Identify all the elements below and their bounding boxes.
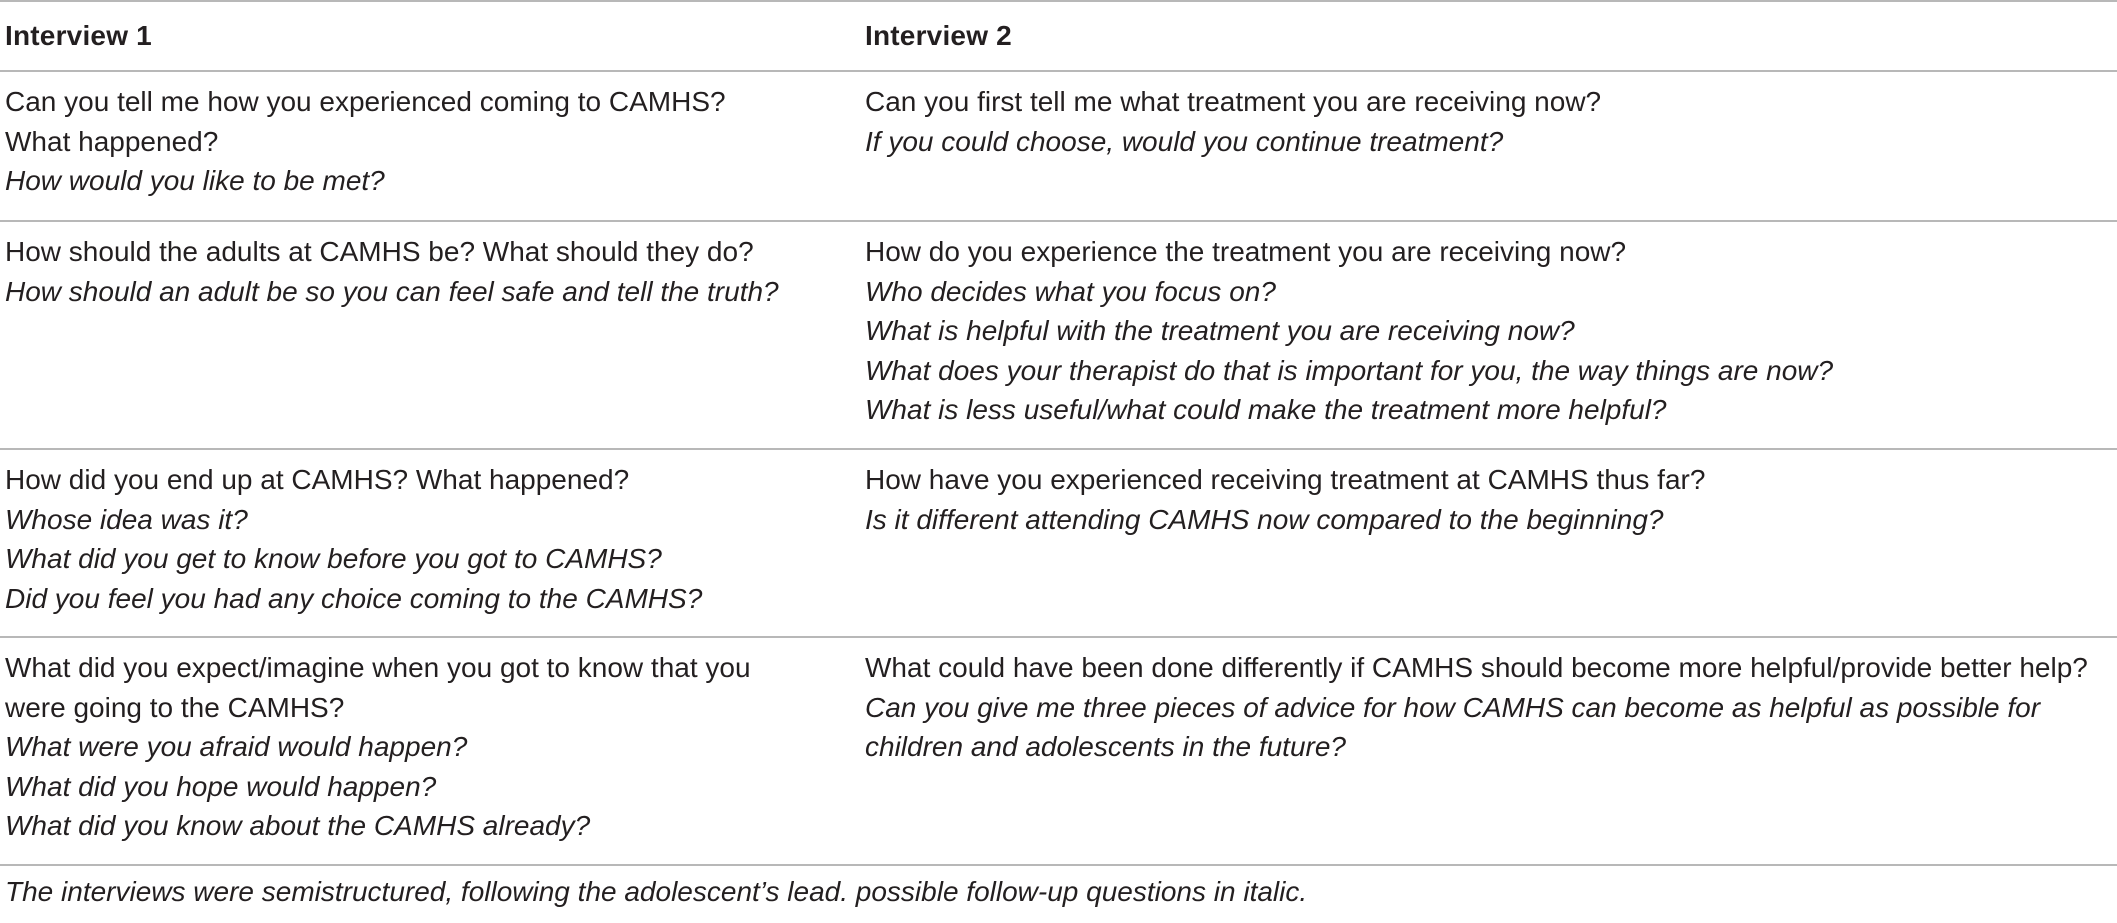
header-row <box>0 1 2117 71</box>
follow-up-line: Is it different attending CAMHS now compared to the beginning? <box>865 503 1664 535</box>
question-line: How have you experienced receiving treatment at CAMHS thus far? <box>865 464 1706 495</box>
question-line: Can you first tell me what treatment you are receiving now? <box>865 86 1602 117</box>
follow-up-line: What is less useful/what could make the treatment more helpful? <box>865 394 1667 425</box>
follow-up-line: If you could choose, would you continue treatment? <box>865 125 1504 157</box>
follow-up-line: What were you afraid would happen? <box>5 731 468 762</box>
follow-up-line: What does your therapist do that is important for you, the way things are now? <box>865 354 1834 386</box>
follow-up-line: Who decides what you focus on? <box>865 275 1276 307</box>
table-header <box>0 1 2117 71</box>
question-line: were going to the CAMHS? <box>5 691 345 723</box>
follow-up-line: How would you like to be met? <box>5 165 385 196</box>
table-row <box>0 449 2117 637</box>
question-line: What could have been done differently if CAMHS should become more helpful/provide better help? <box>865 652 2088 683</box>
follow-up-line: What did you get to know before you got to CAMHS? <box>5 543 662 574</box>
table-row <box>0 637 2117 865</box>
header-interview-1: Interview 1 <box>5 20 152 51</box>
interview-1-cell <box>0 637 860 865</box>
question-line: How do you experience the treatment you are receiving now? <box>865 236 1627 267</box>
question-line: How did you end up at CAMHS? What happened? <box>5 464 630 495</box>
table-footnote: The interviews were semistructured, following the adolescent’s lead. possible follow-up questions in italic. <box>5 876 1308 907</box>
table-body <box>0 71 2117 865</box>
follow-up-line: Did you feel you had any choice coming to the CAMHS? <box>5 582 703 614</box>
interview-2-cell <box>860 637 2117 865</box>
interview-2-cell <box>860 221 2117 449</box>
header-interview-2: Interview 2 <box>865 20 1012 51</box>
question-line: How should the adults at CAMHS be? What should they do? <box>5 236 754 267</box>
table-row <box>0 221 2117 449</box>
question-line: What did you expect/imagine when you got to know that you <box>5 652 751 683</box>
follow-up-line: What did you hope would happen? <box>5 770 437 802</box>
interview-1-cell <box>0 221 860 449</box>
follow-up-line: What did you know about the CAMHS already? <box>5 810 591 841</box>
interview-2-cell <box>860 71 2117 221</box>
follow-up-line: children and adolescents in the future? <box>865 731 1346 762</box>
follow-up-line: What is helpful with the treatment you are receiving now? <box>865 315 1575 346</box>
table-row <box>0 71 2117 221</box>
follow-up-line: Can you give me three pieces of advice for how CAMHS can become as helpful as possible for <box>865 691 2041 723</box>
interview-2-cell <box>860 449 2117 637</box>
interview-1-cell <box>0 71 860 221</box>
question-line: What happened? <box>5 125 219 157</box>
question-line: Can you tell me how you experienced coming to CAMHS? <box>5 86 726 117</box>
interview-1-cell <box>0 449 860 637</box>
follow-up-line: How should an adult be so you can feel safe and tell the truth? <box>5 275 779 307</box>
follow-up-line: Whose idea was it? <box>5 503 248 535</box>
